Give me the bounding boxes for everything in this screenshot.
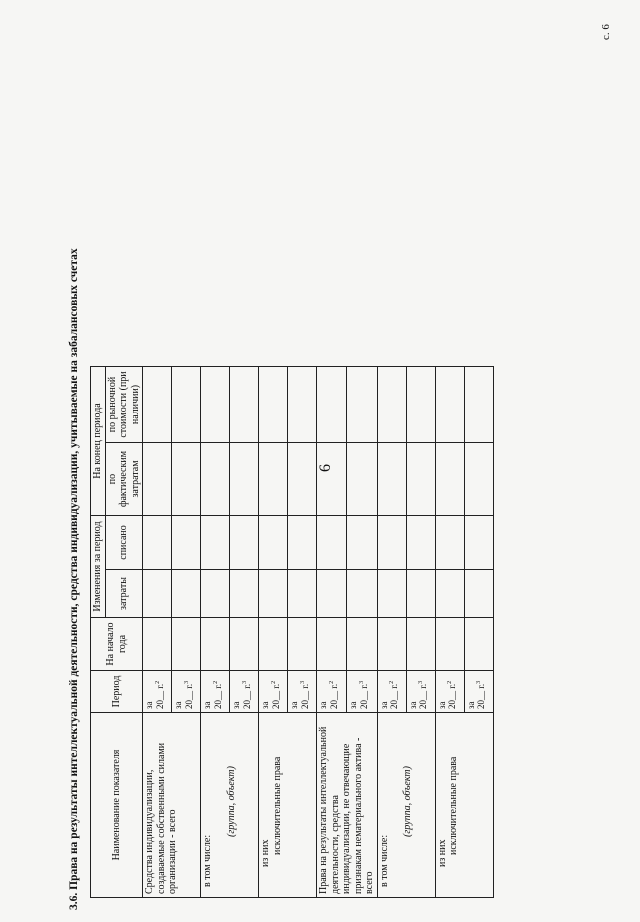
- period-cell: [201, 671, 230, 713]
- row-label: [259, 713, 317, 898]
- value-cell: [406, 443, 435, 516]
- footnote-ref: 2: [389, 680, 396, 684]
- period-cell: [377, 671, 406, 713]
- value-cell: [317, 618, 347, 671]
- row-label-text: в том числе:: [378, 834, 390, 887]
- value-cell: [201, 570, 230, 618]
- value-cell: [406, 516, 435, 570]
- period-cell: [464, 671, 493, 713]
- value-cell: [259, 618, 288, 671]
- period-za: за: [260, 701, 270, 709]
- value-cell: [464, 367, 493, 443]
- period-cell: [406, 671, 435, 713]
- value-cell: [406, 367, 435, 443]
- value-cell: [464, 516, 493, 570]
- value-cell: [347, 367, 377, 443]
- period-year: 20__ г.: [212, 683, 223, 709]
- header-period: Период: [91, 671, 143, 713]
- value-cell: [464, 618, 493, 671]
- value-cell: [377, 367, 406, 443]
- value-cell: [143, 618, 172, 671]
- value-cell: [317, 570, 347, 618]
- period-za: за: [231, 701, 241, 709]
- value-cell: [288, 570, 317, 618]
- period-za: за: [378, 701, 389, 709]
- row-label-text: в том числе:: [202, 834, 213, 887]
- row-label: [201, 713, 259, 898]
- value-cell: [347, 516, 377, 570]
- period-za: за: [407, 701, 418, 709]
- value-cell: [464, 570, 493, 618]
- value-cell: [201, 367, 230, 443]
- row-label-note: (группа, объект): [402, 766, 413, 837]
- value-cell: [201, 618, 230, 671]
- period-za: за: [289, 701, 299, 709]
- row-label-text: из них: [260, 839, 271, 867]
- value-cell: [172, 570, 201, 618]
- header-row-1: [91, 367, 106, 898]
- offbalance-ip-table: [90, 366, 494, 898]
- period-year: 20__ г.: [241, 683, 252, 709]
- period-cell: [317, 671, 347, 713]
- header-costs: затраты: [105, 570, 143, 618]
- header-start: На начало года: [91, 618, 143, 671]
- period-cell: [259, 671, 288, 713]
- period-cell: [435, 671, 464, 713]
- value-cell: [464, 443, 493, 516]
- footnote-ref: 3: [359, 680, 366, 684]
- period-za: за: [144, 701, 154, 709]
- period-year: 20__ г.: [447, 683, 458, 709]
- value-cell: [377, 516, 406, 570]
- footnote-ref: 3: [241, 680, 248, 684]
- period-za: за: [173, 701, 183, 709]
- period-year: 20__ г.: [328, 683, 339, 709]
- value-cell: [288, 367, 317, 443]
- footnote-ref: 2: [270, 680, 277, 684]
- value-cell: [230, 570, 259, 618]
- header-actual: по фактическим затратам: [105, 443, 143, 516]
- value-cell: [172, 516, 201, 570]
- value-cell: [435, 618, 464, 671]
- row-label-note: (группа, объект): [225, 766, 237, 837]
- period-year: 20__ г.: [389, 683, 400, 709]
- period-year: 20__ г.: [476, 683, 487, 709]
- period-cell: [143, 671, 172, 713]
- section-title: 3.6. Права на результаты интеллектуальной деятельности, средства индивидуализации, учитываемые на забалансовых счетах: [68, 248, 80, 910]
- value-cell: [230, 618, 259, 671]
- header-market: по рыночной стоимости (при наличии): [105, 367, 143, 443]
- value-cell: [172, 367, 201, 443]
- period-za: за: [465, 701, 476, 709]
- period-year: 20__ г.: [270, 683, 281, 709]
- page-code: с. 6: [600, 24, 612, 40]
- table-row: [259, 367, 288, 898]
- value-cell: [435, 443, 464, 516]
- value-cell: [377, 443, 406, 516]
- row-label-note: исключительные права: [448, 756, 459, 855]
- value-cell: [201, 443, 230, 516]
- table-row: [143, 367, 172, 898]
- value-cell: [230, 367, 259, 443]
- period-year: 20__ г.: [418, 683, 429, 709]
- row-label-note: исключительные права: [271, 756, 283, 855]
- value-cell: [230, 516, 259, 570]
- table-row: [317, 367, 347, 898]
- footnote-ref: 2: [212, 680, 219, 684]
- value-cell: [435, 516, 464, 570]
- value-cell: [317, 367, 347, 443]
- period-cell: [230, 671, 259, 713]
- value-cell: [406, 570, 435, 618]
- value-cell: [201, 516, 230, 570]
- row-label: [435, 713, 493, 898]
- value-cell: [230, 443, 259, 516]
- rotated-content: [68, 45, 487, 910]
- value-cell: [347, 618, 377, 671]
- footnote-ref: 3: [418, 680, 425, 684]
- header-written-off: списано: [105, 516, 143, 570]
- header-name: Наименование показателя: [91, 713, 143, 898]
- header-changes: Изменения за период: [91, 516, 106, 618]
- value-cell: [288, 618, 317, 671]
- footnote-ref: 2: [328, 680, 335, 684]
- period-za: за: [436, 701, 447, 709]
- period-year: 20__ г.: [359, 683, 370, 709]
- period-za: за: [202, 701, 212, 709]
- footnote-ref: 3: [183, 680, 190, 684]
- value-cell: [143, 367, 172, 443]
- period-cell: [172, 671, 201, 713]
- row-label-text: из них: [436, 839, 448, 867]
- value-cell: [317, 516, 347, 570]
- value-cell: [172, 443, 201, 516]
- footnote-ref: 3: [299, 680, 306, 684]
- value-cell: [435, 367, 464, 443]
- value-cell: [143, 443, 172, 516]
- period-year: 20__ г.: [154, 683, 165, 709]
- period-za: за: [318, 701, 328, 709]
- footnote-ref: 2: [154, 680, 161, 684]
- header-end: На конец периода: [91, 367, 106, 516]
- value-cell: [259, 516, 288, 570]
- table-row: [377, 367, 406, 898]
- page-number: 6: [317, 464, 334, 472]
- period-za: за: [348, 701, 359, 709]
- period-year: 20__ г.: [183, 683, 194, 709]
- value-cell: [435, 570, 464, 618]
- value-cell: [288, 516, 317, 570]
- value-cell: [143, 570, 172, 618]
- value-cell: [172, 618, 201, 671]
- table-row: [435, 367, 464, 898]
- footnote-ref: 3: [476, 680, 483, 684]
- value-cell: [317, 443, 347, 516]
- value-cell: [259, 570, 288, 618]
- value-cell: [143, 516, 172, 570]
- value-cell: [406, 618, 435, 671]
- value-cell: [347, 443, 377, 516]
- row-label: [377, 713, 435, 898]
- footnote-ref: 2: [447, 680, 454, 684]
- table-row: [201, 367, 230, 898]
- value-cell: [259, 443, 288, 516]
- period-cell: [288, 671, 317, 713]
- value-cell: [288, 443, 317, 516]
- period-cell: [347, 671, 377, 713]
- value-cell: [259, 367, 288, 443]
- value-cell: [377, 618, 406, 671]
- row-label: Средства индивидуализации, создаваемые собственными силами организации - всего: [143, 713, 201, 898]
- value-cell: [377, 570, 406, 618]
- period-year: 20__ г.: [299, 683, 310, 709]
- row-label: Права на результаты интеллектуальной деятельности, средства индивидуализации, не отвечающие признакам нематериального актива - всего: [317, 713, 378, 898]
- value-cell: [347, 570, 377, 618]
